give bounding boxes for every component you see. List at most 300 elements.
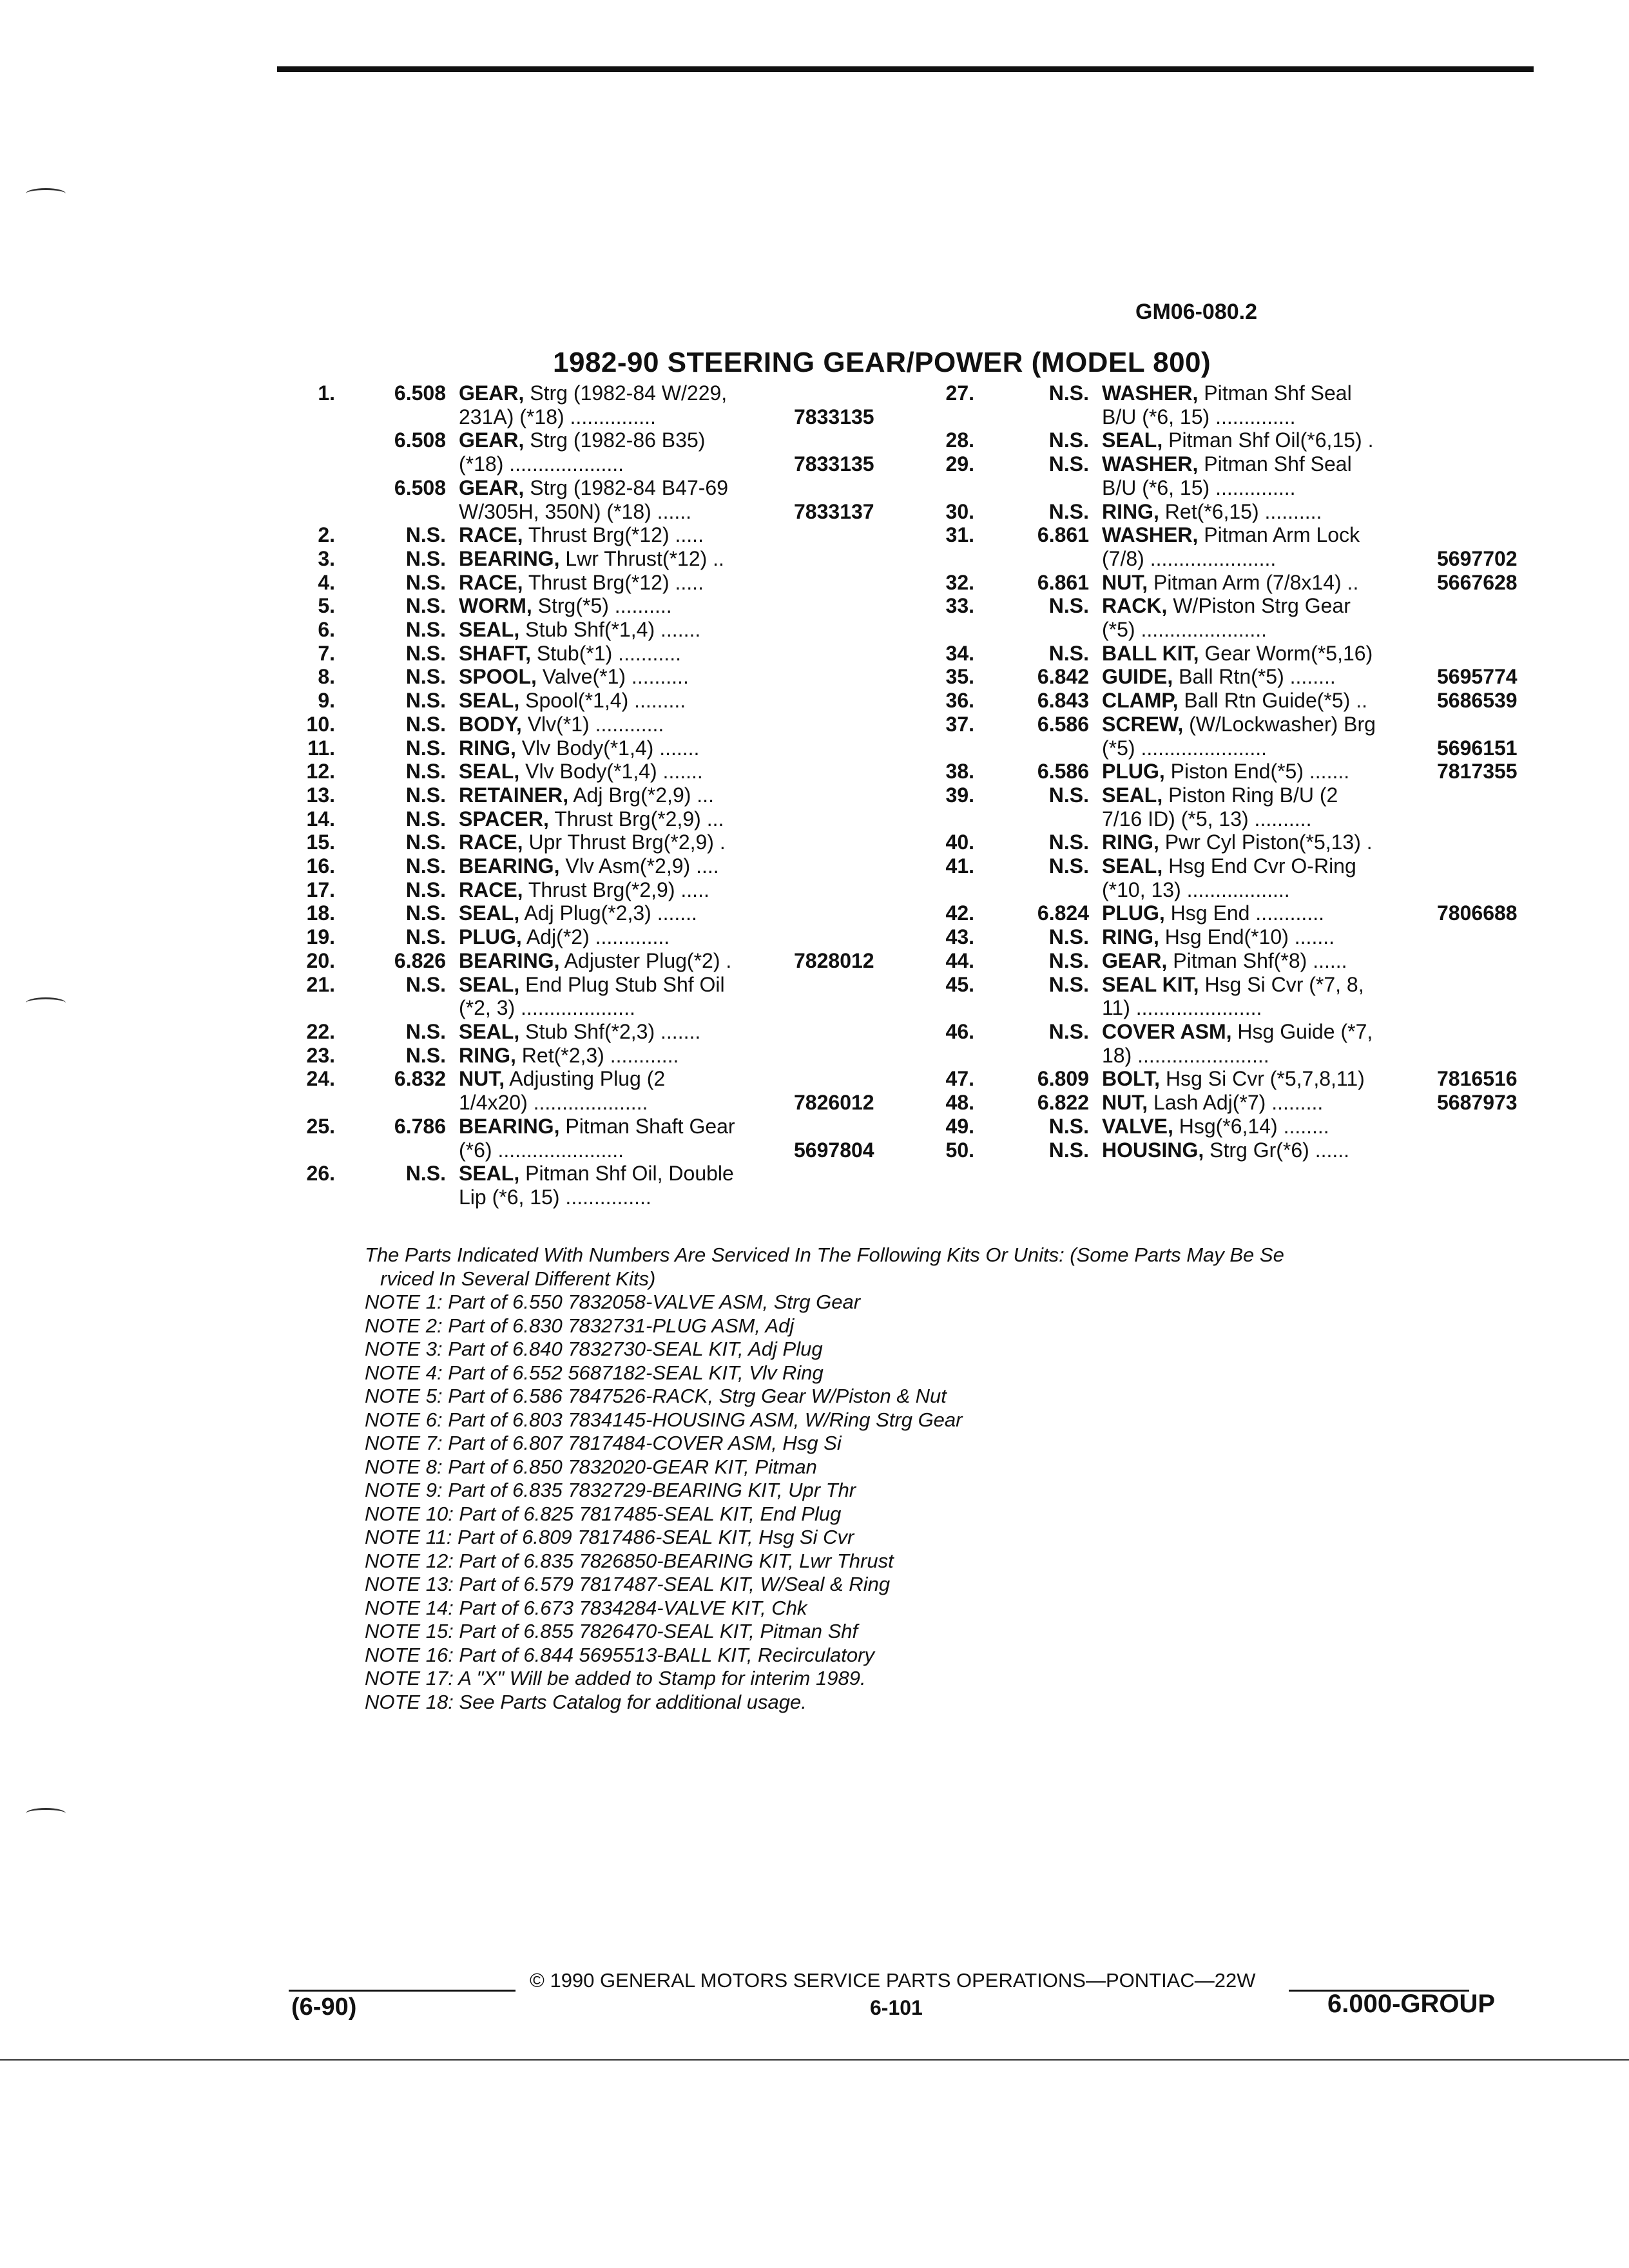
ref-number: 2.	[318, 523, 335, 547]
ref-number: 36.	[945, 689, 974, 713]
part-name: PLUG,	[1102, 901, 1165, 925]
part-entry	[271, 760, 902, 783]
part-entry	[902, 594, 1521, 641]
part-detail: W/Piston Strg Gear (*5) ......................	[1102, 594, 1351, 642]
part-description	[459, 1067, 794, 1114]
part-entry	[271, 571, 902, 595]
ref-number: 39.	[945, 783, 974, 807]
part-entry	[271, 642, 902, 666]
ref-number: 12.	[306, 760, 335, 783]
part-entry	[902, 831, 1521, 854]
part-detail: Strg (1982-86 B35) (*18) ....................	[459, 428, 706, 476]
note-item: NOTE 4: Part of 6.552 5687182-SEAL KIT, Vlv Ring	[365, 1361, 824, 1384]
part-entry	[902, 1091, 1521, 1115]
part-number: 7828012	[794, 948, 874, 972]
part-description	[459, 476, 794, 523]
part-name: RING,	[1102, 499, 1159, 523]
part-detail: Pitman Shf(*8) ......	[1173, 948, 1347, 972]
group-number: N.S.	[405, 689, 446, 713]
part-entry	[902, 1067, 1521, 1091]
part-detail: Valve(*1) ..........	[542, 665, 689, 689]
part-detail: Hsg(*6,14) ........	[1179, 1114, 1329, 1138]
part-description	[1102, 901, 1437, 925]
ref-number: 8.	[318, 665, 335, 689]
group-number: N.S.	[405, 925, 446, 949]
group-number: 6.824	[1037, 901, 1089, 925]
part-name: GEAR,	[459, 476, 525, 499]
part-name: GEAR,	[459, 381, 525, 405]
parts-list-left	[271, 381, 902, 1209]
part-name: SCREW,	[1102, 712, 1184, 736]
group-number: N.S.	[1048, 1019, 1089, 1043]
group-number: N.S.	[1048, 594, 1089, 618]
part-detail: Ball Rtn Guide(*5) ..	[1184, 689, 1367, 713]
part-description	[1102, 854, 1437, 901]
ref-number: 27.	[945, 381, 974, 405]
part-description	[459, 1162, 794, 1209]
part-description	[1102, 523, 1437, 570]
part-number: 7833135	[794, 452, 874, 476]
part-description	[1102, 594, 1437, 641]
part-description	[459, 618, 794, 642]
part-name: RACE,	[459, 831, 523, 854]
group-number: N.S.	[405, 831, 446, 854]
part-description	[459, 381, 794, 428]
part-description	[1102, 1139, 1437, 1162]
part-name: CLAMP,	[1102, 689, 1179, 713]
part-detail: Pwr Cyl Piston(*5,13) .	[1164, 831, 1373, 854]
part-entry	[271, 925, 902, 949]
ref-number: 16.	[306, 854, 335, 878]
part-entry	[902, 973, 1521, 1020]
group-number: N.S.	[1048, 428, 1089, 452]
part-number: 5697804	[794, 1138, 874, 1162]
part-name: PLUG,	[459, 925, 522, 949]
part-description	[1102, 381, 1437, 428]
group-label: 6.000-GROUP	[1327, 1990, 1496, 2018]
ref-number: 43.	[945, 925, 974, 949]
part-entry	[902, 381, 1521, 428]
part-detail: Gear Worm(*5,16)	[1204, 641, 1373, 665]
ref-number: 37.	[945, 712, 974, 736]
note-item: NOTE 7: Part of 6.807 7817484-COVER ASM, Hsg Si	[365, 1432, 842, 1454]
part-entry	[271, 807, 902, 831]
part-detail: Stub(*1) ...........	[536, 641, 681, 665]
part-description	[459, 925, 794, 949]
ref-number: 21.	[306, 972, 335, 996]
ref-number: 20.	[306, 948, 335, 972]
part-entry	[902, 571, 1521, 595]
part-description	[1102, 925, 1437, 949]
part-entry	[902, 783, 1521, 831]
part-detail: Piston Ring B/U (2 7/16 ID) (*5, 13) ..........	[1102, 783, 1338, 831]
part-description	[1102, 949, 1437, 973]
group-number: 6.786	[394, 1114, 446, 1138]
part-entry	[271, 594, 902, 618]
part-description	[459, 713, 794, 736]
part-name: WASHER,	[1102, 381, 1199, 405]
group-number: N.S.	[405, 901, 446, 925]
part-description	[459, 1044, 794, 1068]
note-item: NOTE 16: Part of 6.844 5695513-BALL KIT, Recirculatory	[365, 1643, 874, 1666]
group-number: 6.508	[394, 476, 446, 499]
part-entry	[271, 901, 902, 925]
part-description	[459, 665, 794, 689]
part-detail: End Plug Stub Shf Oil (*2, 3) ....................	[459, 972, 725, 1020]
part-detail: Pitman Shf Seal B/U (*6, 15) ..............	[1102, 381, 1352, 428]
part-entry	[271, 831, 902, 854]
part-entry	[271, 1020, 902, 1044]
part-description	[459, 594, 794, 618]
part-entry	[902, 1020, 1521, 1067]
group-number: 6.508	[394, 381, 446, 405]
group-number: N.S.	[405, 1162, 446, 1186]
part-entry	[902, 523, 1521, 570]
group-number: 6.842	[1037, 665, 1089, 689]
ref-number: 32.	[945, 570, 974, 594]
part-name: WASHER,	[1102, 452, 1199, 476]
note-item: NOTE 14: Part of 6.673 7834284-VALVE KIT, Chk	[365, 1596, 807, 1619]
part-description	[1102, 428, 1437, 452]
part-description	[1102, 831, 1437, 854]
punch-mark	[26, 997, 66, 1008]
ref-number: 49.	[945, 1114, 974, 1138]
note-item: NOTE 12: Part of 6.835 7826850-BEARING KIT, Lwr Thrust	[365, 1549, 894, 1572]
part-description	[459, 1115, 794, 1162]
part-detail: Thrust Brg(*2,9) ...	[554, 807, 724, 831]
part-number: 5697702	[1437, 546, 1518, 570]
ref-number: 9.	[318, 689, 335, 713]
part-name: SEAL,	[459, 760, 520, 783]
part-detail: Hsg Si Cvr (*5,7,8,11)	[1165, 1067, 1365, 1091]
part-name: SEAL,	[459, 901, 520, 925]
group-number: N.S.	[1048, 499, 1089, 523]
group-number: N.S.	[405, 760, 446, 783]
part-entry	[902, 949, 1521, 973]
part-detail: Ret(*6,15) ..........	[1164, 499, 1322, 523]
ref-number: 34.	[945, 641, 974, 665]
part-description	[1102, 452, 1437, 499]
part-name: SEAL,	[459, 689, 520, 713]
group-number: N.S.	[405, 594, 446, 618]
ref-number: 19.	[306, 925, 335, 949]
notes-list	[365, 1291, 1537, 1714]
ref-number: 24.	[306, 1067, 335, 1091]
part-entry	[271, 736, 902, 760]
part-description	[459, 523, 794, 547]
ref-number: 25.	[306, 1114, 335, 1138]
part-name: GEAR,	[1102, 948, 1168, 972]
ref-number	[271, 476, 335, 523]
part-name: RING,	[1102, 925, 1159, 949]
part-entry	[271, 1067, 902, 1114]
ref-number: 38.	[945, 760, 974, 783]
part-detail: Upr Thrust Brg(*2,9) .	[528, 831, 726, 854]
group-number: N.S.	[1048, 783, 1089, 807]
part-detail: Vlv Body(*1,4) .......	[525, 760, 703, 783]
part-entry	[271, 381, 902, 428]
part-detail: Strg (1982-84 B47-69 W/305H, 350N) (*18) ......	[459, 476, 728, 523]
part-name: SEAL,	[1102, 854, 1163, 878]
part-entry	[271, 1162, 902, 1209]
ref-number: 7.	[318, 641, 335, 665]
part-number: 7817355	[1437, 760, 1518, 783]
part-detail: Thrust Brg(*2,9) .....	[528, 878, 709, 901]
part-description	[459, 807, 794, 831]
ref-number: 47.	[945, 1067, 974, 1091]
part-name: GEAR,	[459, 428, 525, 452]
part-name: WASHER,	[1102, 523, 1199, 547]
group-number: N.S.	[405, 618, 446, 642]
part-entry	[271, 713, 902, 736]
part-entry	[902, 500, 1521, 524]
part-detail: Adj Brg(*2,9) ...	[573, 783, 714, 807]
part-number: 5686539	[1437, 689, 1518, 713]
ref-number: 15.	[306, 831, 335, 854]
group-number: 6.586	[1037, 760, 1089, 783]
part-name: NUT,	[1102, 1091, 1148, 1115]
part-entry	[271, 1115, 902, 1162]
group-number: N.S.	[1048, 854, 1089, 878]
part-description	[459, 831, 794, 854]
group-number: N.S.	[405, 878, 446, 901]
ref-number: 13.	[306, 783, 335, 807]
group-number: N.S.	[405, 641, 446, 665]
part-name: PLUG,	[1102, 760, 1165, 783]
part-name: SEAL,	[459, 1162, 520, 1186]
ref-number: 1.	[318, 381, 335, 405]
ref-number: 46.	[945, 1019, 974, 1043]
part-name: RING,	[459, 1043, 516, 1067]
document-code: GM06-080.2	[1135, 300, 1257, 324]
group-number: 6.826	[394, 948, 446, 972]
group-number: 6.822	[1037, 1091, 1089, 1115]
part-number: 7816516	[1437, 1067, 1518, 1091]
group-number: N.S.	[405, 972, 446, 996]
part-number: 5667628	[1437, 570, 1518, 594]
part-description	[1102, 689, 1437, 713]
group-number: N.S.	[1048, 972, 1089, 996]
part-detail: Ret(*2,3) ............	[521, 1043, 679, 1067]
part-description	[459, 428, 794, 476]
part-entry	[271, 973, 902, 1020]
part-name: BEARING,	[459, 1114, 560, 1138]
top-rule	[277, 66, 1534, 72]
part-entry	[271, 665, 902, 689]
footer-rule-left	[289, 1990, 516, 1992]
part-detail: Hsg Si Cvr (*7, 8, 11) ......................	[1102, 972, 1364, 1020]
part-description	[459, 760, 794, 783]
group-number: N.S.	[405, 523, 446, 547]
group-number: N.S.	[405, 783, 446, 807]
part-name: RACK,	[1102, 594, 1168, 618]
part-detail: Thrust Brg(*12) .....	[528, 523, 704, 547]
revision-date: (6-90)	[291, 1994, 357, 2021]
ref-number: 10.	[306, 712, 335, 736]
group-number: 6.508	[394, 428, 446, 452]
group-number: 6.809	[1037, 1067, 1089, 1091]
part-number: 5696151	[1437, 736, 1518, 760]
part-description	[459, 901, 794, 925]
group-number: 6.861	[1037, 523, 1089, 547]
group-number: N.S.	[1048, 381, 1089, 405]
ref-number: 33.	[945, 594, 974, 618]
part-detail: Pitman Arm (7/8x14) ..	[1153, 570, 1359, 594]
part-description	[459, 878, 794, 902]
part-detail: Vlv Body(*1,4) .......	[521, 736, 700, 760]
part-detail: Lash Adj(*7) .........	[1153, 1091, 1324, 1115]
note-item: NOTE 2: Part of 6.830 7832731-PLUG ASM, Adj	[365, 1314, 795, 1337]
ref-number: 50.	[945, 1138, 974, 1162]
part-detail: Pitman Shf Oil(*6,15) .	[1168, 428, 1374, 452]
part-description	[1102, 500, 1437, 524]
ref-number: 26.	[306, 1162, 335, 1186]
page-title: 1982-90 STEERING GEAR/POWER (MODEL 800)	[553, 347, 1211, 378]
part-description	[459, 973, 794, 1020]
ref-number: 35.	[945, 665, 974, 689]
part-entry	[271, 476, 902, 523]
part-entry	[271, 783, 902, 807]
ref-number: 40.	[945, 831, 974, 854]
ref-number: 4.	[318, 570, 335, 594]
part-detail: Vlv(*1) ............	[527, 712, 664, 736]
parts-list-right	[902, 381, 1521, 1162]
ref-number: 17.	[306, 878, 335, 901]
part-name: VALVE,	[1102, 1114, 1173, 1138]
part-description	[1102, 973, 1437, 1020]
part-description	[459, 736, 794, 760]
part-name: BALL KIT,	[1102, 641, 1199, 665]
part-description	[1102, 1067, 1437, 1091]
part-name: SEAL,	[459, 1019, 520, 1043]
part-name: SEAL,	[1102, 428, 1163, 452]
part-name: RACE,	[459, 570, 523, 594]
part-detail: Stub Shf(*2,3) .......	[525, 1019, 701, 1043]
page-number: 6-101	[870, 1996, 923, 2019]
part-name: GUIDE,	[1102, 665, 1173, 689]
part-entry	[902, 901, 1521, 925]
part-detail: Adj(*2) .............	[526, 925, 670, 949]
part-detail: Strg (1982-84 W/229, 231A) (*18) ...............	[459, 381, 728, 428]
part-entry	[271, 618, 902, 642]
part-description	[1102, 783, 1437, 831]
bottom-rule	[0, 2059, 1629, 2061]
part-detail: Hsg End Cvr O-Ring (*10, 13) ..................	[1102, 854, 1356, 901]
part-detail: Piston End(*5) .......	[1170, 760, 1350, 783]
ref-number: 22.	[306, 1019, 335, 1043]
ref-number: 30.	[945, 499, 974, 523]
ref-number: 6.	[318, 618, 335, 642]
part-detail: Pitman Shaft Gear (*6) ......................	[459, 1114, 735, 1162]
part-entry	[902, 760, 1521, 783]
note-item: NOTE 8: Part of 6.850 7832020-GEAR KIT, Pitman	[365, 1455, 817, 1478]
ref-number: 41.	[945, 854, 974, 878]
part-name: NUT,	[1102, 570, 1148, 594]
note-item: NOTE 11: Part of 6.809 7817486-SEAL KIT, Hsg Si Cvr	[365, 1526, 854, 1548]
part-name: SPOOL,	[459, 665, 537, 689]
part-name: RACE,	[459, 523, 523, 547]
part-description	[459, 642, 794, 666]
part-description	[459, 1020, 794, 1044]
note-item: NOTE 6: Part of 6.803 7834145-HOUSING ASM, W/Ring Strg Gear	[365, 1408, 963, 1431]
part-detail: Spool(*1,4) .........	[525, 689, 686, 713]
group-number: N.S.	[405, 736, 446, 760]
part-number: 7833137	[794, 499, 874, 523]
group-number: N.S.	[405, 807, 446, 831]
part-description	[459, 949, 794, 973]
part-description	[459, 783, 794, 807]
ref-number: 48.	[945, 1091, 974, 1115]
part-name: SEAL KIT,	[1102, 972, 1199, 996]
ref-number: 18.	[306, 901, 335, 925]
ref-number: 3.	[318, 546, 335, 570]
part-entry	[902, 713, 1521, 760]
part-detail: Adj Plug(*2,3) .......	[524, 901, 697, 925]
ref-number: 44.	[945, 948, 974, 972]
part-detail: Pitman Shf Seal B/U (*6, 15) ..............	[1102, 452, 1352, 499]
group-number: N.S.	[1048, 948, 1089, 972]
part-detail: Vlv Asm(*2,9) ....	[565, 854, 719, 878]
part-entry	[271, 949, 902, 973]
part-description	[1102, 1091, 1437, 1115]
group-number: N.S.	[1048, 1114, 1089, 1138]
punch-mark	[26, 188, 66, 199]
part-name: BEARING,	[459, 948, 560, 972]
part-detail: Adjuster Plug(*2) .	[564, 948, 732, 972]
group-number: 6.843	[1037, 689, 1089, 713]
note-item: NOTE 5: Part of 6.586 7847526-RACK, Strg Gear W/Piston & Nut	[365, 1385, 947, 1407]
ref-number: 29.	[945, 452, 974, 476]
note-item: NOTE 15: Part of 6.855 7826470-SEAL KIT, Pitman Shf	[365, 1620, 858, 1642]
group-number: N.S.	[405, 1019, 446, 1043]
part-name: BODY,	[459, 712, 522, 736]
group-number: N.S.	[1048, 1138, 1089, 1162]
part-number: 7806688	[1437, 901, 1518, 925]
part-description	[1102, 571, 1437, 595]
group-number: 6.861	[1037, 570, 1089, 594]
group-number: N.S.	[1048, 831, 1089, 854]
part-entry	[902, 1139, 1521, 1162]
part-description	[459, 854, 794, 878]
ref-number	[271, 428, 335, 476]
part-detail: Strg(*5) ..........	[537, 594, 672, 618]
part-detail: Hsg End ............	[1170, 901, 1324, 925]
part-name: SEAL,	[459, 972, 520, 996]
part-entry	[271, 854, 902, 878]
part-entry	[902, 428, 1521, 452]
part-name: HOUSING,	[1102, 1138, 1204, 1162]
part-detail: (W/Lockwasher) Brg (*5) ......................	[1102, 712, 1376, 760]
part-entry	[271, 689, 902, 713]
part-name: BEARING,	[459, 854, 560, 878]
note-item: NOTE 13: Part of 6.579 7817487-SEAL KIT, W/Seal & Ring	[365, 1573, 891, 1595]
group-number: N.S.	[405, 665, 446, 689]
ref-number: 42.	[945, 901, 974, 925]
part-number: 5695774	[1437, 665, 1518, 689]
group-number: N.S.	[405, 570, 446, 594]
ref-number: 11.	[307, 736, 335, 760]
group-number: N.S.	[405, 712, 446, 736]
ref-number: 5.	[318, 594, 335, 618]
part-entry	[902, 452, 1521, 499]
note-item: NOTE 9: Part of 6.835 7832729-BEARING KIT, Upr Thr	[365, 1479, 856, 1501]
part-name: SHAFT,	[459, 641, 531, 665]
part-entry	[271, 878, 902, 902]
part-entry	[902, 665, 1521, 689]
part-name: NUT,	[459, 1067, 505, 1091]
part-description	[1102, 760, 1437, 783]
part-name: RETAINER,	[459, 783, 569, 807]
